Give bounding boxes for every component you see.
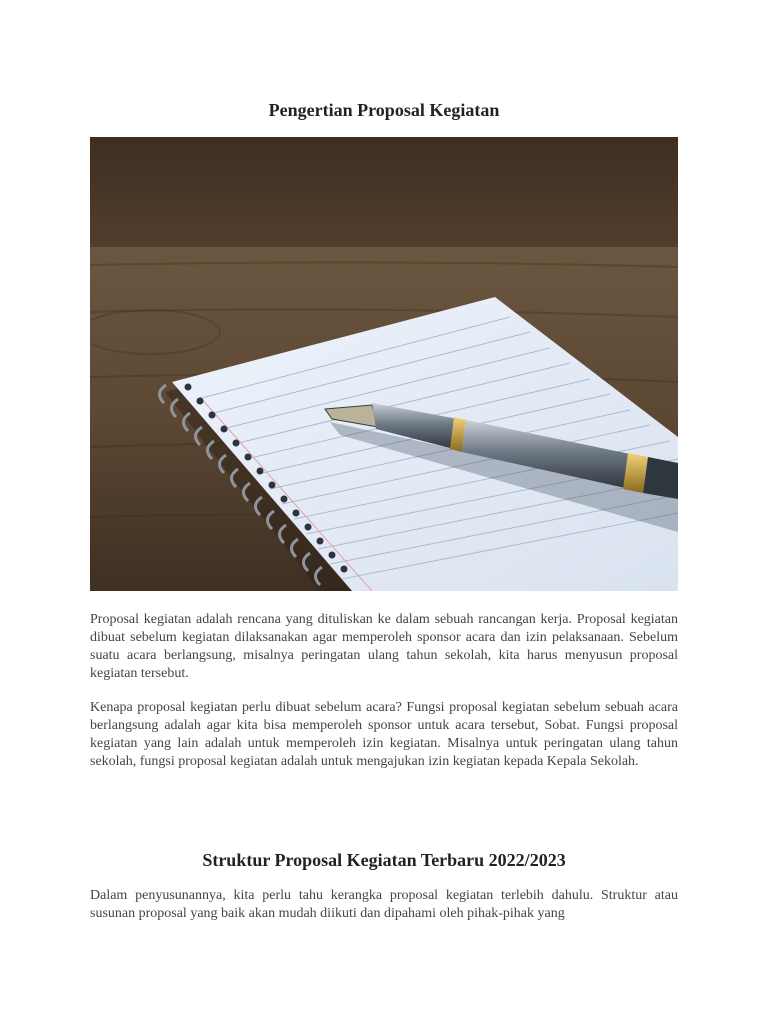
notebook-pen-photo bbox=[90, 137, 678, 591]
section-title-struktur: Struktur Proposal Kegiatan Terbaru 2022/2023 bbox=[202, 850, 566, 870]
section-title-pengertian: Pengertian Proposal Kegiatan bbox=[268, 100, 500, 120]
paragraph-pengertian-1: Proposal kegiatan adalah rencana yang dituliskan ke dalam sebuah rancangan kerja. Proposal kegiatan dibuat sebelum kegiatan dilaksanakan agar memperoleh sponsor acara dan izin pelaksanaan. Sebelum suatu acara berlangsung, misalnya peringatan ulang tahun sekolah, kita harus menyusun proposal kegiatan tersebut. bbox=[90, 612, 678, 681]
paragraph-pengertian-2: Kenapa proposal kegiatan perlu dibuat sebelum acara? Fungsi proposal kegiatan sebelum sebuah acara berlangsung adalah agar kita bisa memperoleh sponsor untuk acara tersebut, Sobat. Fungsi proposal kegiatan yang lain adalah untuk memperoleh izin kegiatan. Misalnya untuk peringatan ulang tahun sekolah, fungsi proposal kegiatan adalah untuk mengajukan izin kegiatan kepada Kepala Sekolah. bbox=[90, 700, 678, 769]
paragraph-struktur-1: Dalam penyusunannya, kita perlu tahu kerangka proposal kegiatan terlebih dahulu. Struktur atau susunan proposal yang baik akan mudah diikuti dan dipahami oleh pihak-pihak yang bbox=[90, 888, 678, 921]
